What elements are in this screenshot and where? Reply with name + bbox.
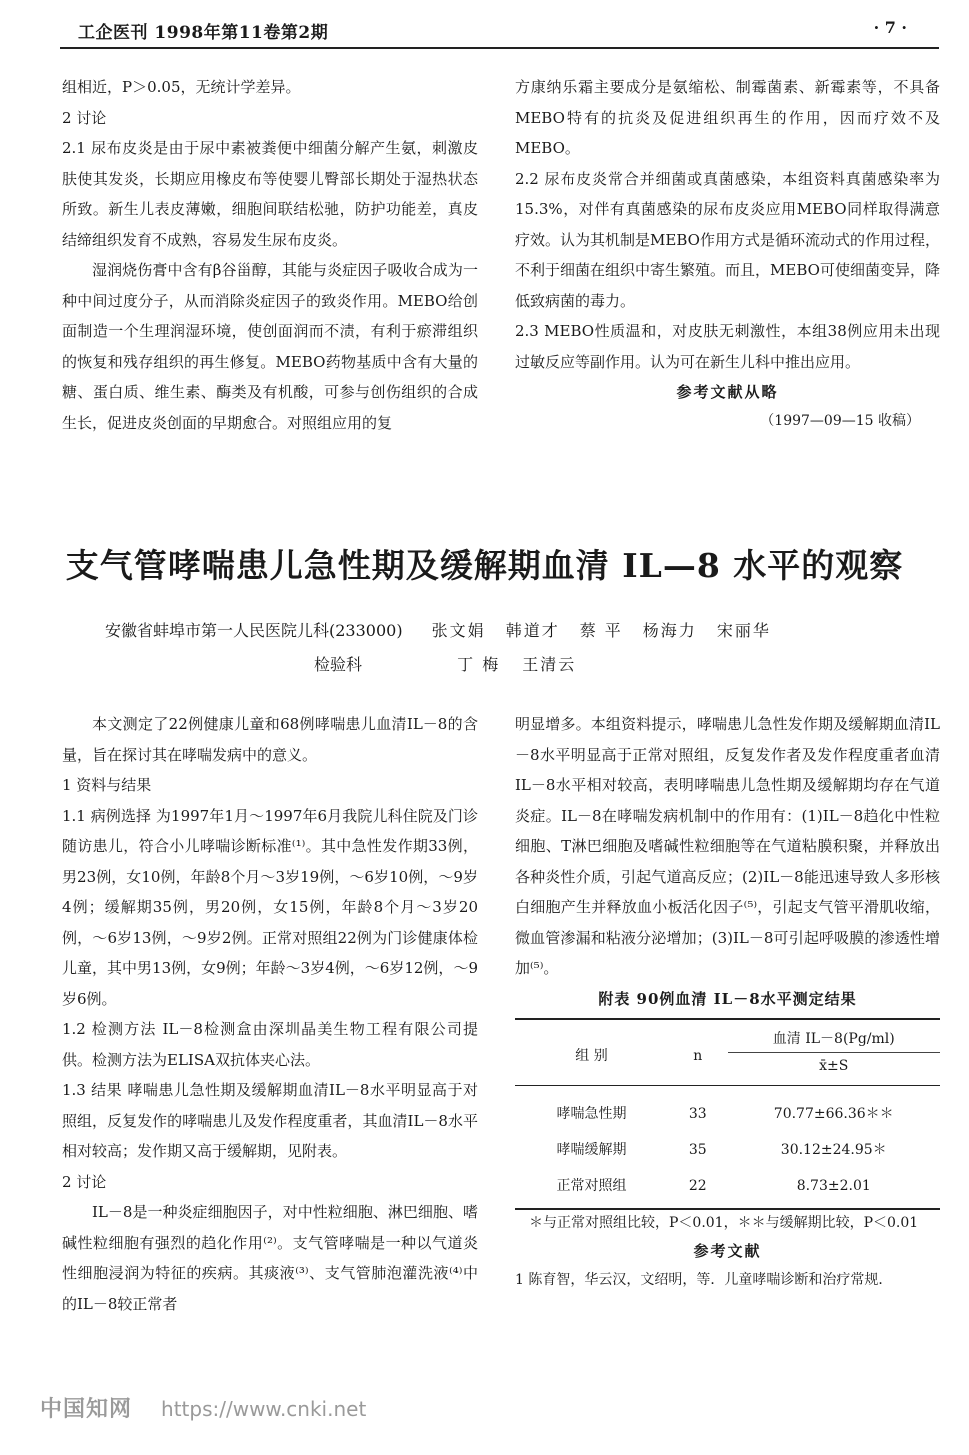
header-rule	[60, 47, 939, 49]
paragraph: 1 资料与结果	[62, 776, 152, 794]
paragraph: 2.1 尿布皮炎是由于尿中素被粪便中细菌分解产生氨，刺激皮肤使其发炎，长期应用橡皮布等使婴儿臀部长期处于湿热状态所致。新生儿表皮薄嫩，细胞间联结松驰，防护功能差，真皮结缔组织发育不成熟，容易发生尿布皮炎。	[62, 139, 478, 249]
author-name: 宋丽华	[716, 621, 771, 640]
paragraph: 2 讨论	[62, 108, 107, 127]
table-header-n: n	[668, 1019, 728, 1086]
table-cell-group: 哮喘急性期	[515, 1086, 668, 1133]
affiliation-secondary: 检验科	[314, 655, 363, 674]
paragraph: 本文测定了22例健康儿童和68例哮喘患儿血清IL－8的含量，旨在探讨其在哮喘发病中的意义。	[62, 715, 478, 764]
paragraph: 1.2 检测方法 IL－8检测盒由深圳晶美生物工程有限公司提供。检测方法为ELISA双抗体夹心法。	[62, 1020, 478, 1069]
paragraph: 2 讨论	[62, 1172, 107, 1191]
journal-issue: 工企医刊 1998年第11卷第2期	[78, 23, 329, 43]
table-note: ＊与正常对照组比较，P＜0.01，＊＊与缓解期比较，P＜0.01	[529, 1215, 919, 1231]
paragraph: 1.3 结果 哮喘患儿急性期及缓解期血清IL－8水平明显高于对照组，反复发作的哮喘患儿及发作程度重者，其血清IL－8水平相对较高；发作期又高于缓解期，见附表。	[62, 1081, 478, 1160]
paragraph: IL－8是一种炎症细胞因子，对中性粒细胞、淋巴细胞、嗜碱性粒细胞有强烈的趋化作用⁽²⁾。支气管哮喘是一种以气道炎性细胞浸润为特征的疾病。其痰液⁽³⁾、支气管肺泡灌洗液⁽⁴⁾中的IL－8较正常者	[62, 1203, 478, 1313]
article-right-column	[515, 709, 940, 1293]
table-header-group: 组 别	[515, 1019, 668, 1086]
paragraph: 组相近，P＞0.05，无统计学差异。	[62, 78, 301, 96]
running-header	[78, 18, 907, 44]
table-cell-value: 70.77±66.36＊＊	[728, 1086, 941, 1133]
table-row	[515, 1086, 940, 1133]
author-list-1	[432, 621, 791, 640]
article-left-column	[62, 709, 478, 1319]
affiliation-line-2	[314, 652, 598, 675]
author-name: 杨海力	[642, 621, 697, 640]
table-cell-n: 22	[668, 1168, 728, 1209]
table-row	[515, 1168, 940, 1209]
author-name: 蔡 平	[579, 621, 623, 640]
table-cell-value: 8.73±2.01	[728, 1168, 941, 1209]
affiliation-primary: 安徽省蚌埠市第一人民医院儿科(233000)	[105, 621, 403, 640]
references-heading: 参考文献	[693, 1242, 762, 1260]
paragraph: 明显增多。本组资料提示，哮喘患儿急性发作期及缓解期血清IL－8水平明显高于正常对照组，反复发作者及发作程度重者血清IL－8水平相对较高，表明哮喘患儿急性期及缓解期均存在气道炎症。IL－8在哮喘发病机制中的作用有：(1)IL－8趋化中性粒细胞、T淋巴细胞及嗜碱性粒细胞等在气道粘膜积聚，并释放出各种炎性介质，引起气道高反应；(2)IL－8能迅速导致人多形核白细胞产生并释放血小板活化因子⁽⁵⁾，引起支气管平滑肌收缩，微血管渗漏和粘液分泌增加；(3)IL－8可引起呼吸膜的渗透性增加⁽⁵⁾。	[515, 715, 940, 977]
watermark-name: 中国知网	[40, 1397, 133, 1422]
results-table	[515, 1018, 940, 1210]
table-row	[515, 1132, 940, 1168]
prev-refs-heading: 参考文献从略	[676, 383, 779, 401]
table-cell-group: 正常对照组	[515, 1168, 668, 1209]
author-name: 王清云	[522, 655, 577, 674]
table-header-mean-sd: x̄±S	[728, 1053, 941, 1086]
table-caption: 附表 90例血清 IL－8水平测定结果	[598, 989, 857, 1008]
author-name: 张文娟	[431, 621, 486, 640]
paragraph: 2.2 尿布皮炎常合并细菌或真菌感染，本组资料真菌感染率为15.3%，对伴有真菌感染的尿布皮炎应用MEBO同样取得满意疗效。认为其机制是MEBO作用方式是循环流动式的作用过程，不利于细菌在组织中寄生繁殖。而且，MEBO可使细菌变异，降低致病菌的毒力。	[515, 169, 940, 310]
watermark-url: https://www.cnki.net	[161, 1397, 367, 1421]
cnki-watermark	[40, 1392, 366, 1423]
table-cell-value: 30.12±24.95＊	[780, 1142, 887, 1158]
table-header-value: 血清 IL－8(Pg/ml)	[728, 1019, 941, 1053]
author-list-2	[457, 655, 598, 674]
paragraph: 湿润烧伤膏中含有β谷甾醇，其能与炎症因子吸收合成为一种中间过度分子，从而消除炎症因子的致炎作用。MEBO给创面制造一个生理润湿环境，使创面润而不渍，有利于瘀滞组织的恢复和残存组织的再生修复。MEBO药物基质中含有大量的糖、蛋白质、维生素、酶类及有机酸，可参与创伤组织的合成生长，促进皮炎创面的早期愈合。对照组应用的复	[62, 261, 478, 432]
reference-item: 1 陈育智，华云汉，文绍明，等．儿童哮喘诊断和治疗常规．	[515, 1271, 893, 1288]
paragraph: 2.3 MEBO性质温和，对皮肤无刺激性，本组38例应用未出现过敏反应等副作用。认为可在新生儿科中推出应用。	[515, 322, 940, 371]
prev-article-right-column	[515, 72, 940, 434]
article-title: 支气管哮喘患儿急性期及缓解期血清 IL—8 水平的观察	[65, 546, 904, 585]
paragraph: 方康纳乐霜主要成分是氨缩松、制霉菌素、新霉素等，不具备MEBO特有的抗炎及促进组织再生的作用，因而疗效不及MEBO。	[515, 78, 940, 157]
author-name: 韩道才	[505, 621, 560, 640]
page-number: · 7 ·	[873, 18, 907, 37]
received-date: （1997—09—15 收稿）	[760, 412, 920, 429]
table-cell-n: 33	[668, 1086, 728, 1133]
author-name: 丁 梅	[457, 655, 501, 674]
table-cell-group: 哮喘缓解期	[556, 1142, 627, 1158]
affiliation-line-1	[105, 618, 909, 641]
paragraph: 1.1 病例选择 为1997年1月～1997年6月我院儿科住院及门诊随访患儿，符合小儿哮喘诊断标准⁽¹⁾。其中急性发作期33例，男23例，女10例，年龄8个月～3岁19例，～6岁10例，～9岁4例；缓解期35例，男20例，女15例，年龄8个月～3岁20例，～6岁13例，～9岁2例。正常对照组22例为门诊健康体检儿童，其中男13例，女9例；年龄～3岁4例，～6岁12例，～9岁6例。	[62, 806, 478, 1008]
prev-article-left-column	[62, 72, 478, 438]
table-cell-n: 35	[688, 1142, 707, 1158]
